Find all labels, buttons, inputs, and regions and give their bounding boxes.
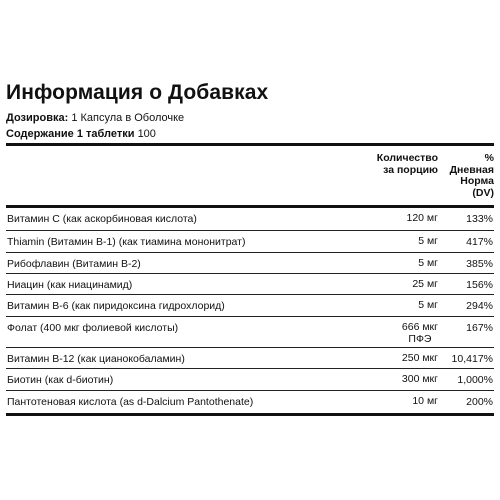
row-divider	[6, 252, 494, 253]
nutrient-name: Витамин С (как аскорбиновая кислота)	[7, 213, 197, 225]
dv-header-line: Норма	[460, 175, 494, 187]
serving-size-label: Дозировка:	[6, 112, 69, 124]
row-divider	[6, 368, 494, 369]
row-divider	[6, 230, 494, 231]
row-divider	[6, 273, 494, 274]
nutrient-name: Витамин В-6 (как пиридоксина гидрохлорид)	[7, 300, 225, 312]
row-divider	[6, 347, 494, 348]
amount-column-header	[318, 153, 438, 176]
nutrient-amount: 10 мг	[412, 395, 438, 407]
page-title: Информация о Добавках	[6, 81, 269, 104]
bottom-rule	[6, 413, 494, 416]
dv-header-line: Дневная	[449, 163, 494, 176]
serving-size	[6, 112, 184, 124]
nutrient-name: Фолат (400 мкг фолиевой кислоты)	[7, 322, 179, 334]
nutrient-amount: 5 мг	[418, 257, 438, 269]
nutrient-amount: 5 мг	[418, 235, 438, 247]
nutrient-name: Биотин (как d-биотин)	[7, 374, 114, 386]
nutrient-dv: 10,417%	[451, 353, 493, 365]
row-divider	[6, 316, 494, 317]
nutrient-dv: 1,000%	[457, 374, 493, 386]
nutrient-amount-unit: ПФЭ	[408, 332, 432, 345]
dv-header-line: (DV)	[472, 186, 494, 199]
servings-label: Содержание 1 таблетки	[6, 128, 135, 140]
nutrient-name: Ниацин (как ниацинамид)	[7, 279, 133, 291]
nutrient-amount	[402, 322, 438, 345]
nutrient-amount: 5 мг	[418, 299, 438, 311]
nutrient-dv: 294%	[466, 300, 493, 312]
nutrient-dv: 133%	[466, 213, 493, 225]
nutrient-name: Рибофлавин (Витамин В-2)	[7, 258, 141, 270]
nutrient-amount: 120 мг	[406, 212, 438, 224]
header-rule	[6, 205, 494, 208]
servings-per-container	[6, 128, 156, 140]
nutrient-name: Витамин В-12 (как цианокобаламин)	[7, 353, 185, 365]
nutrient-name: Thiamin (Витамин В-1) (как тиамина мононитрат)	[7, 236, 246, 248]
nutrient-dv: 417%	[466, 236, 493, 248]
nutrient-amount: 25 мг	[412, 278, 438, 290]
dv-header-line: %	[484, 152, 494, 164]
nutrient-dv: 385%	[466, 258, 493, 270]
servings-value: 100	[137, 128, 156, 140]
nutrient-dv: 156%	[466, 279, 493, 291]
amount-header-line: Количество	[376, 152, 438, 164]
nutrient-name: Пантотеновая кислота (as d-Dalcium Pantothenate)	[7, 396, 254, 408]
nutrient-dv: 200%	[466, 396, 493, 408]
nutrient-amount: 300 мкг	[401, 373, 438, 385]
nutrient-amount-line: 666 мкг	[401, 321, 438, 333]
row-divider	[6, 294, 494, 295]
amount-header-line: за порцию	[383, 163, 438, 176]
nutrient-dv: 167%	[466, 322, 493, 334]
serving-size-value: 1 Капсула в Оболочке	[71, 112, 185, 124]
daily-value-column-header	[434, 153, 494, 199]
top-rule	[6, 143, 494, 146]
nutrient-amount: 250 мкг	[401, 352, 438, 364]
row-divider	[6, 390, 494, 391]
